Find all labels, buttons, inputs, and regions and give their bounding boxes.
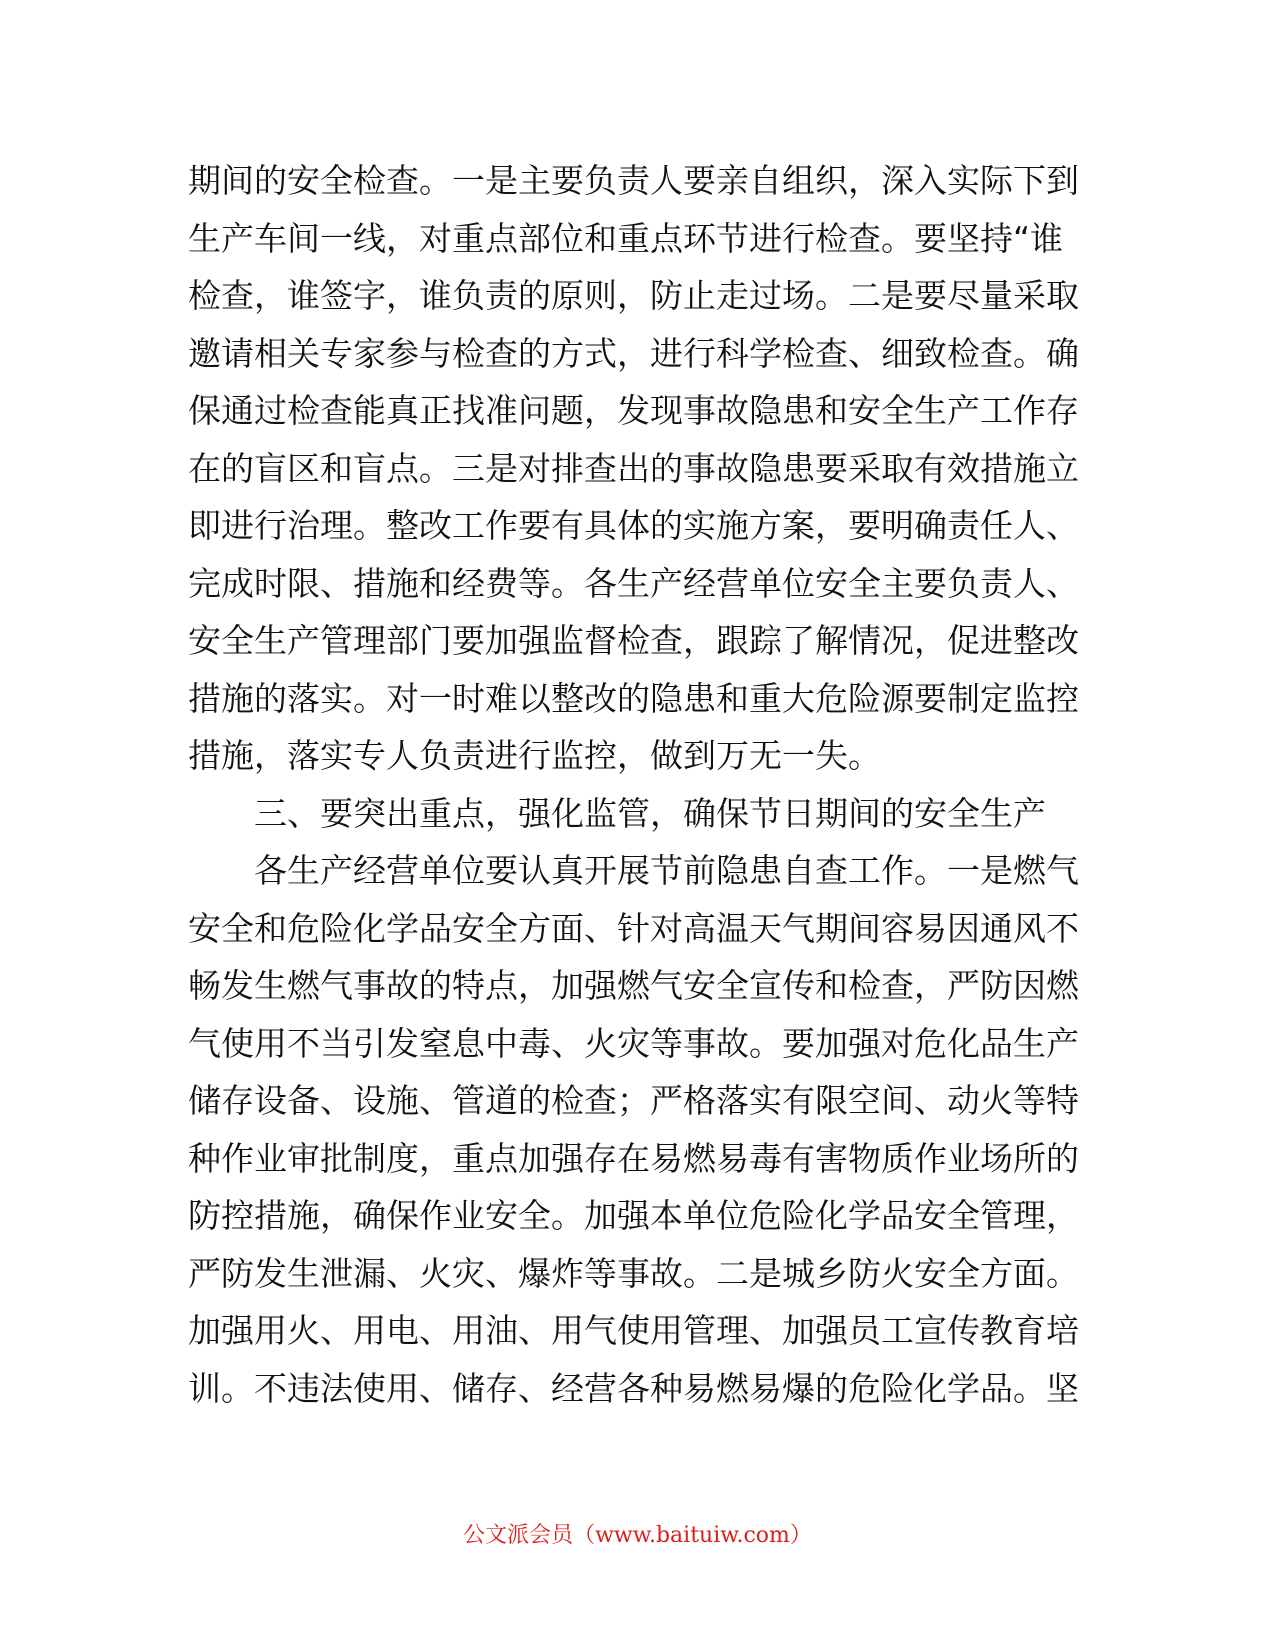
text-line: 措施，落实专人负责进行监控，做到万无一失。 (188, 736, 881, 775)
document-body (188, 152, 1088, 1417)
text-line: 防控措施，确保作业安全。加强本单位危险化学品安全管理， (188, 1196, 1079, 1235)
text-line: 即进行治理。整改工作要有具体的实施方案，要明确责任人、 (188, 506, 1079, 545)
text-line: 安全生产管理部门要加强监督检查，跟踪了解情况，促进整改 (188, 621, 1079, 660)
text-line: 期间的安全检查。一是主要负责人要亲自组织，深入实际下到 (188, 161, 1079, 200)
text-line: 检查，谁签字，谁负责的原则，防止走过场。二是要尽量采取 (188, 276, 1079, 315)
text-line: 邀请相关专家参与检查的方式，进行科学检查、细致检查。确 (188, 333, 1079, 373)
text-line: 严防发生泄漏、火灾、爆炸等事故。二是城乡防火安全方面。 (188, 1253, 1079, 1293)
text-line: 种作业审批制度，重点加强存在易燃易毒有害物质作业场所的 (188, 1138, 1079, 1178)
text-line: 安全和危险化学品安全方面、针对高温天气期间容易因通风不 (188, 908, 1079, 948)
text-line: 气使用不当引发窒息中毒、火灾等事故。要加强对危化品生产 (188, 1023, 1079, 1063)
text-line: 储存设备、设施、管道的检查；严格落实有限空间、动火等特 (188, 1081, 1079, 1120)
text-line: 保通过检查能真正找准问题，发现事故隐患和安全生产工作存 (188, 391, 1079, 430)
section-heading: 三、要突出重点，强化监管，确保节日期间的安全生产 (254, 793, 1046, 833)
text-line: 畅发生燃气事故的特点，加强燃气安全宣传和检查，严防因燃 (188, 966, 1079, 1005)
text-line: 各生产经营单位要认真开展节前隐患自查工作。一是燃气 (254, 851, 1079, 890)
footer-watermark: 公文派会员（www.baituiw.com） (463, 1523, 812, 1548)
text-line: 生产车间一线，对重点部位和重点环节进行检查。要坚持“谁 (188, 218, 1064, 258)
text-line: 在的盲区和盲点。三是对排查出的事故隐患要采取有效措施立 (188, 448, 1079, 488)
text-line: 完成时限、措施和经费等。各生产经营单位安全主要负责人、 (188, 563, 1079, 603)
text-line: 加强用火、用电、用油、用气使用管理、加强员工宣传教育培 (188, 1311, 1079, 1350)
text-line: 训。不违法使用、储存、经营各种易燃易爆的危险化学品。坚 (188, 1368, 1079, 1408)
text-line: 措施的落实。对一时难以整改的隐患和重大危险源要制定监控 (188, 678, 1079, 718)
